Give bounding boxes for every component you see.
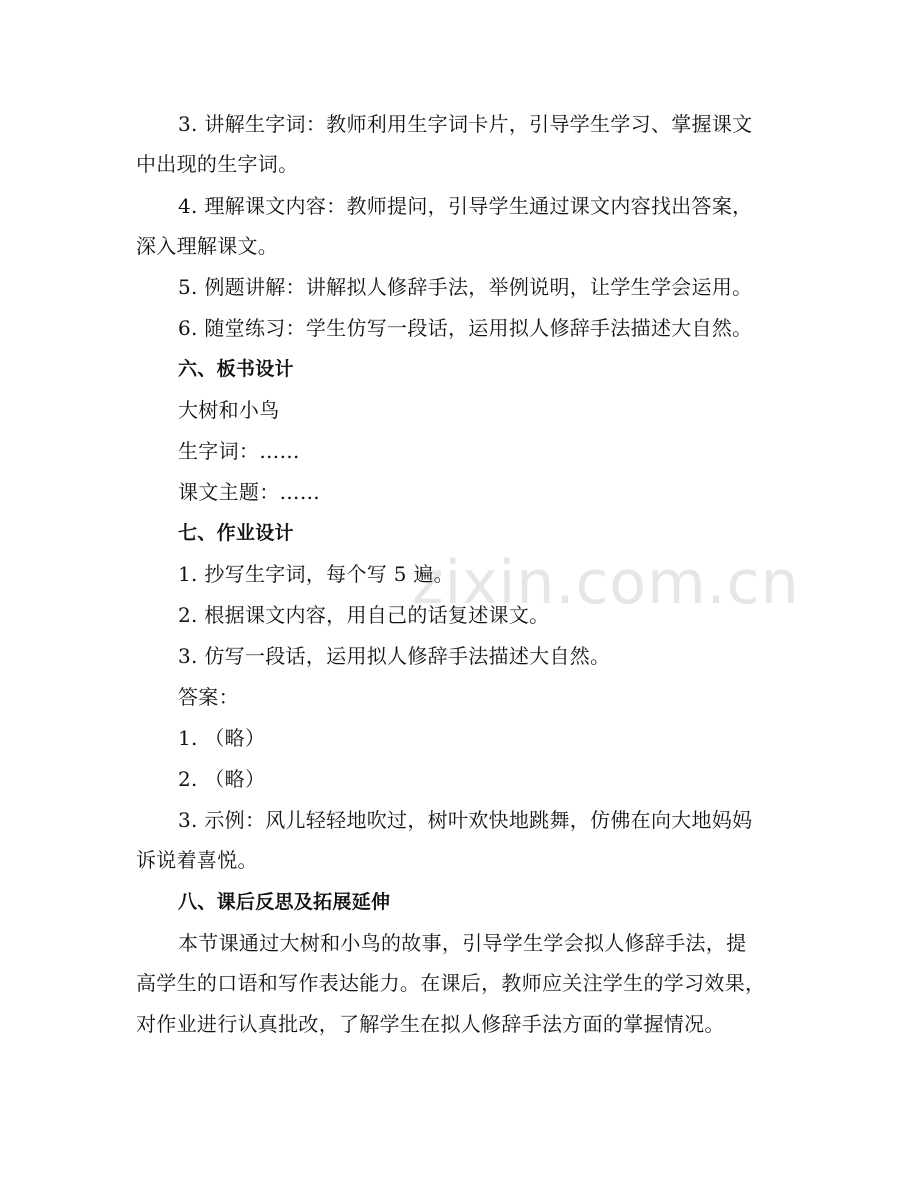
answer-item: 3. 示例：风儿轻轻地吹过，树叶欢快地跳舞，仿佛在向大地妈妈 — [178, 808, 753, 832]
reflection-line: 对作业进行认真批改，了解学生在拟人修辞手法方面的掌握情况。 — [136, 1012, 725, 1036]
answer-item: 1. （略） — [178, 726, 266, 750]
homework-heading: 七、作业设计 — [178, 522, 294, 544]
homework-item: 2. 根据课文内容，用自己的话复述课文。 — [178, 603, 550, 627]
homework-item: 3. 仿写一段话，运用拟人修辞手法描述大自然。 — [178, 644, 611, 668]
board-words: 生字词：…… — [178, 439, 300, 463]
step-3-line-1: 3. 讲解生字词：教师利用生字词卡片，引导学生学习、掌握课文 — [178, 112, 753, 136]
homework-item: 1. 抄写生字词，每个写 5 遍。 — [178, 562, 454, 586]
watermark: zixin.com.cn — [412, 548, 800, 618]
step-3-line-2: 中出现的生字词。 — [136, 152, 299, 176]
answer-3-continuation: 诉说着喜悦。 — [136, 848, 258, 872]
answer-label: 答案： — [178, 685, 239, 709]
reflection-line: 本节课通过大树和小鸟的故事，引导学生学会拟人修辞手法，提 — [178, 931, 747, 955]
board-design-heading: 六、板书设计 — [178, 358, 294, 380]
step-4-line-1: 4. 理解课文内容：教师提问，引导学生通过课文内容找出答案， — [178, 194, 753, 218]
reflection-heading: 八、课后反思及拓展延伸 — [178, 891, 391, 913]
step-5: 5. 例题讲解：讲解拟人修辞手法，举例说明，让学生学会运用。 — [178, 275, 753, 299]
board-title: 大树和小鸟 — [178, 398, 280, 422]
board-theme: 课文主题：…… — [178, 480, 321, 504]
step-6: 6. 随堂练习：学生仿写一段话，运用拟人修辞手法描述大自然。 — [178, 316, 753, 340]
step-4-line-2: 深入理解课文。 — [136, 234, 279, 258]
reflection-line: 高学生的口语和写作表达能力。在课后，教师应关注学生的学习效果， — [136, 971, 766, 995]
answer-item: 2. （略） — [178, 767, 266, 791]
